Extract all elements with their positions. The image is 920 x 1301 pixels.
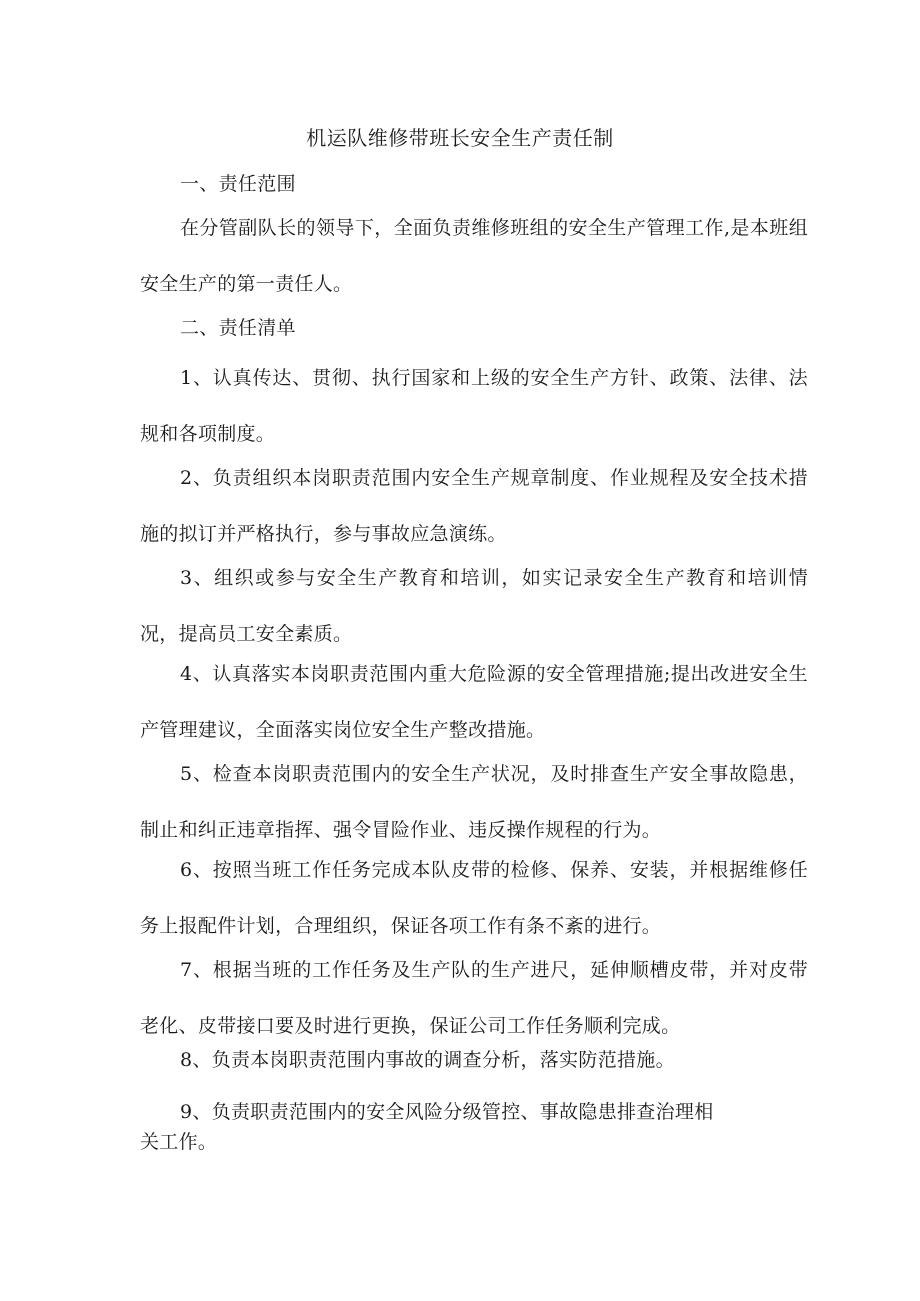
list-item-3: 3、组织或参与安全生产教育和培训，如实记录安全生产教育和培训情况，提高员工安全素质。 [140,567,808,645]
list-item-5: 5、检查本岗职责范围内的安全生产状况，及时排查生产安全事故隐患，制止和纠正违章指挥、强令冒险作业、违反操作规程的行为。 [140,763,808,841]
list-item-2: 2、负责组织本岗职责范围内安全生产规章制度、作业规程及安全技术措施的拟订并严格执行，参与事故应急演练。 [140,467,808,545]
list-item-1: 1、认真传达、贯彻、执行国家和上级的安全生产方针、政策、法律、法规和各项制度。 [140,367,808,445]
list-item-9-line-1: 9、负责职责范围内的安全风险分级管控、事故隐患排查治理相 [180,1101,714,1123]
list-item-9-line-2: 关工作。 [140,1131,218,1153]
section-heading-list: 二、责任清单 [180,317,296,339]
section-heading-scope: 一、责任范围 [180,173,296,195]
list-item-6: 6、按照当班工作任务完成本队皮带的检修、保养、安装，并根据维修任务上报配件计划，合理组织，保证各项工作有条不紊的进行。 [140,859,808,937]
list-item-8: 8、负责本岗职责范围内事故的调查分析，落实防范措施。 [180,1049,675,1071]
list-item-4: 4、认真落实本岗职责范围内重大危险源的安全管理措施;提出改进安全生产管理建议，全面落实岗位安全生产整改措施。 [140,663,808,741]
section-body-scope: 在分管副队长的领导下，全面负责维修班组的安全生产管理工作,是本班组安全生产的第一责任人。 [140,217,808,295]
document-title: 机运队维修带班长安全生产责任制 [306,126,614,150]
list-item-7: 7、根据当班的工作任务及生产队的生产进尺，延伸顺槽皮带，并对皮带老化、皮带接口要及时进行更换，保证公司工作任务顺利完成。 [140,959,808,1037]
